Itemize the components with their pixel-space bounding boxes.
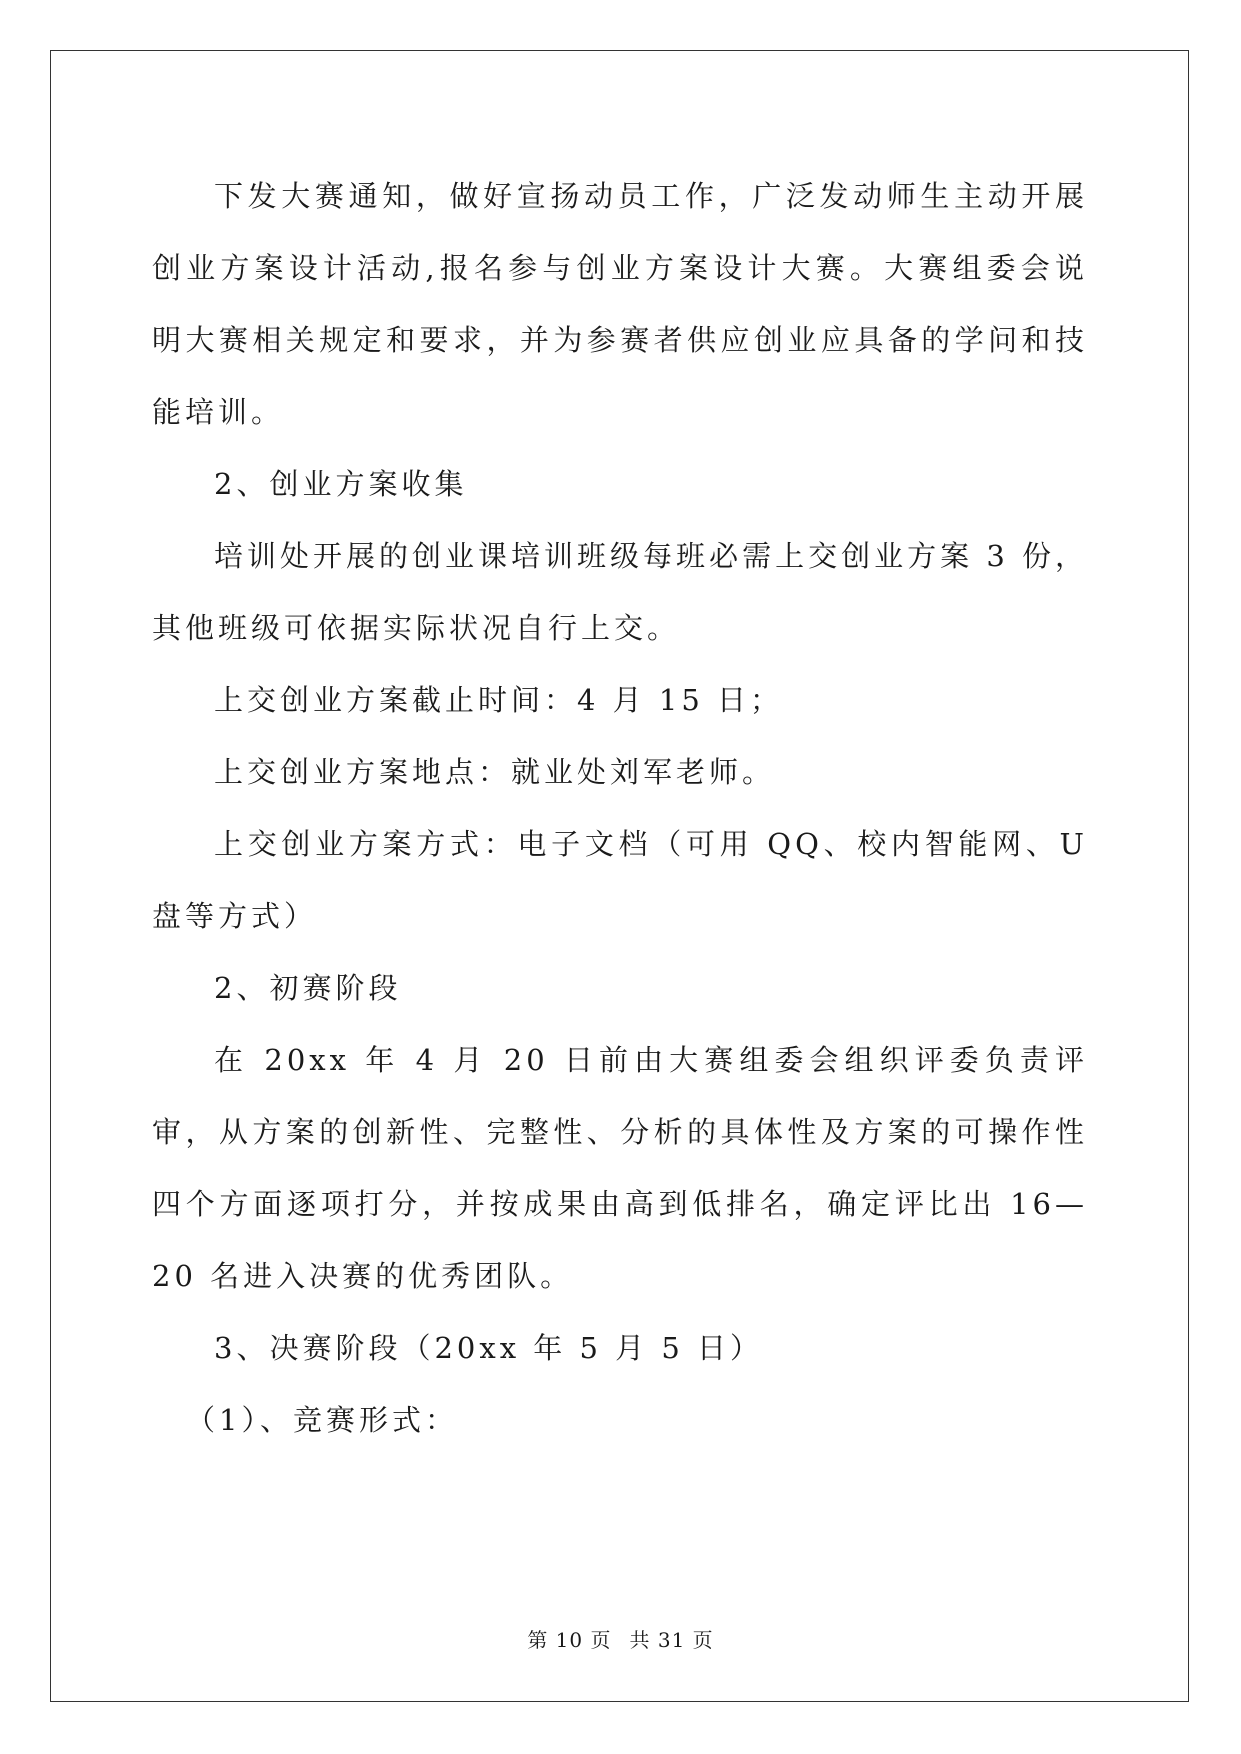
page-total: 共 31 页	[629, 1628, 714, 1652]
paragraph-notice: 下发大赛通知，做好宣扬动员工作，广泛发动师生主动开展创业方案设计活动,报名参与创业方案设计大赛。大赛组委会说明大赛相关规定和要求，并为参赛者供应创业应具备的学问和技能培训。	[152, 179, 1088, 429]
page-number: 第 10 页	[527, 1628, 612, 1652]
heading-final: 3、决赛阶段（20xx 年 5 月 5 日）	[214, 1331, 764, 1365]
paragraph-submission-requirement: 培训处开展的创业课培训班级每班必需上交创业方案 3 份，其他班级可依据实际状况自行上交。	[152, 539, 1088, 645]
document-body	[152, 160, 1088, 1456]
paragraph-method: 上交创业方案方式：电子文档（可用 QQ、校内智能网、U 盘等方式）	[152, 827, 1088, 933]
paragraph-preliminary-details: 在 20xx 年 4 月 20 日前由大赛组委会组织评委负责评审，从方案的创新性、完整性、分析的具体性及方案的可操作性四个方面逐项打分，并按成果由高到低排名，确定评比出 16—20 名进入决赛的优秀团队。	[152, 1043, 1088, 1293]
paragraph-deadline: 上交创业方案截止时间：4 月 15 日；	[214, 683, 784, 717]
heading-competition-format: （1）、竞赛形式：	[186, 1403, 458, 1437]
paragraph-location: 上交创业方案地点：就业处刘军老师。	[214, 755, 776, 789]
heading-preliminary: 2、初赛阶段	[214, 971, 402, 1005]
heading-plan-collection: 2、创业方案收集	[214, 467, 468, 501]
page-footer	[0, 1624, 1241, 1653]
